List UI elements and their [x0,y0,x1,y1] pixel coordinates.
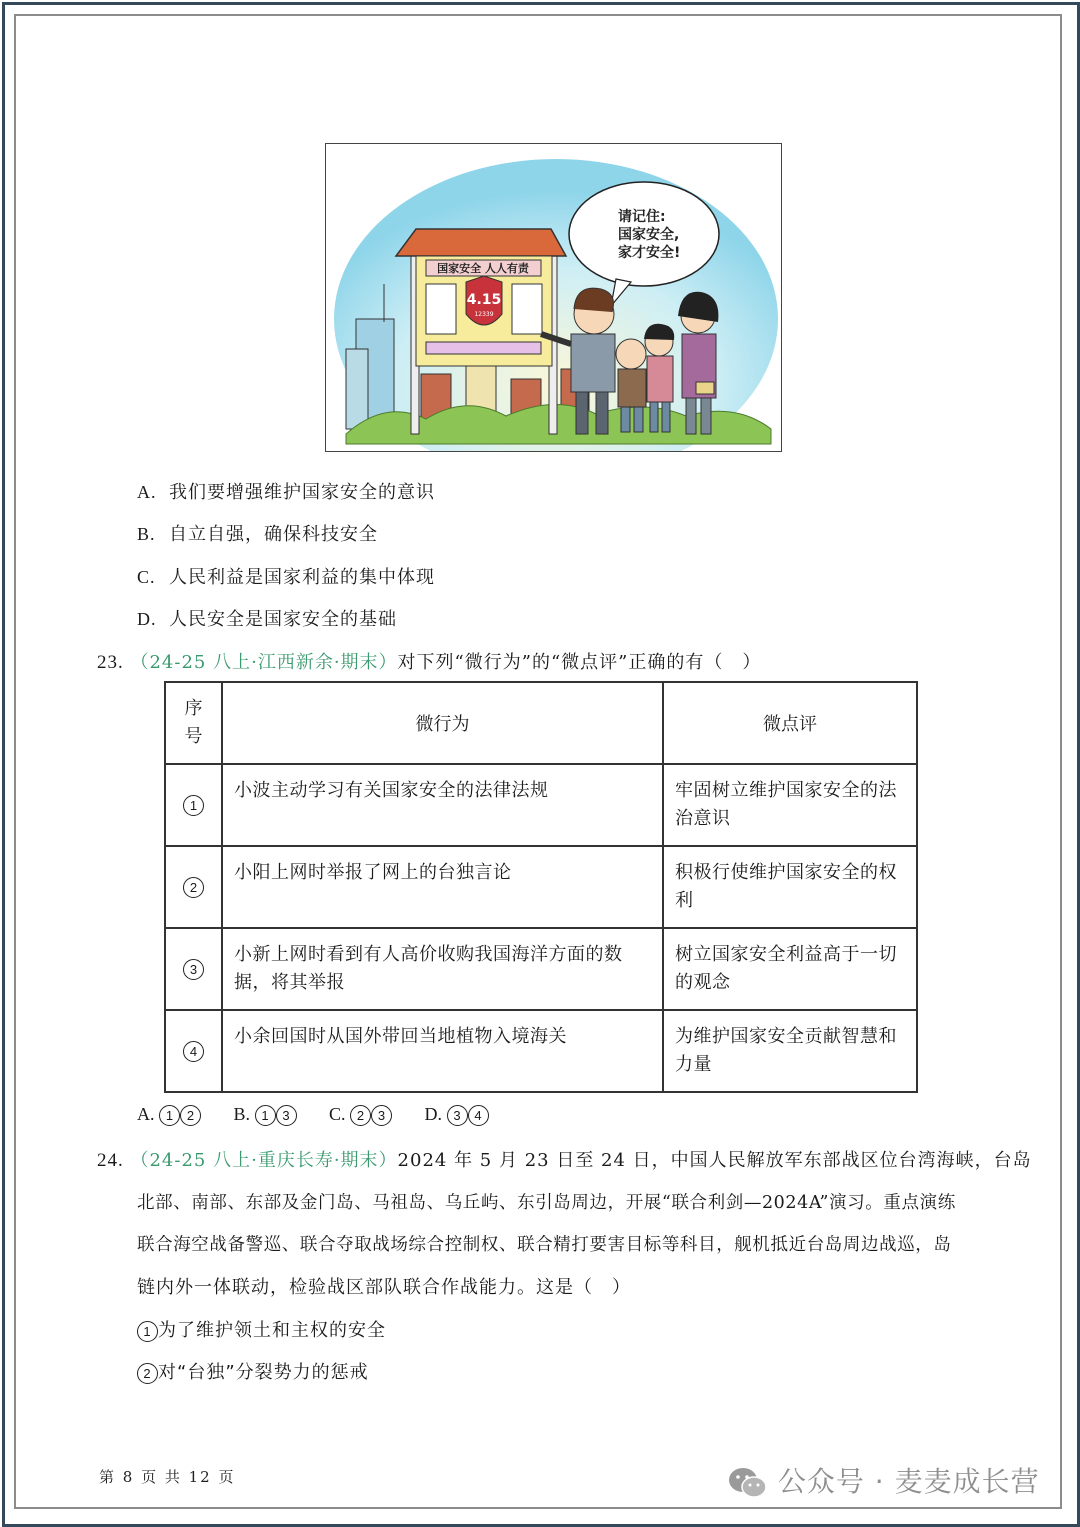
svg-text:国家安全,: 国家安全, [618,227,680,243]
answer-label: A. [137,1104,155,1124]
table-row [165,764,917,846]
q22-option-c [137,563,435,589]
behavior-text: 小余回国时从国外带回当地植物入境海关 [234,1026,567,1047]
comment-text: 牢固树立维护国家安全的法治意识 [675,780,897,829]
comment-text: 为维护国家安全贡献智慧和力量 [675,1026,897,1075]
svg-text:国家安全 人人有责: 国家安全 人人有责 [437,262,529,275]
option-label: D. [137,609,157,629]
behavior-text: 小波主动学习有关国家安全的法律法规 [234,780,549,801]
q23-table [164,681,918,1093]
answer-option-a [137,1104,201,1126]
row-seq [165,928,222,1010]
circled-number: 3 [183,959,204,980]
question-text: 对下列“微行为”的“微点评”正确的有（ ） [397,652,762,673]
comment-text: 积极行使维护国家安全的权利 [675,862,897,911]
header-behavior: 微行为 [222,682,663,764]
row-behavior [222,846,663,928]
circled-number: 2 [180,1105,201,1126]
item-text: 对“台独”分裂势力的惩戒 [158,1362,369,1383]
option-text: 我们要增强维护国家安全的意识 [169,482,435,503]
q23-answer-options [137,1104,517,1126]
watermark-text: 公众号 · 麦麦成长营 [777,1465,1040,1498]
row-comment [663,846,917,928]
q24-stem-line-3: 联合海空战备警巡、联合夺取战场综合控制权、联合精打要害目标等科目，舰机抵近台岛周边战巡，岛 [137,1235,952,1255]
answer-label: C. [329,1104,346,1124]
comment-text: 树立国家安全利益高于一切的观念 [675,944,897,993]
q22-option-d [137,605,397,631]
table-row [165,846,917,928]
answer-option-b [234,1104,297,1126]
circled-number: 4 [183,1041,204,1062]
circled-number: 1 [183,795,204,816]
option-text: 自立自强，确保科技安全 [169,524,378,545]
circled-number: 4 [468,1105,489,1126]
option-label: C. [137,567,156,587]
svg-text:家才安全!: 家才安全! [618,245,681,261]
answer-option-c [329,1104,392,1126]
behavior-text: 小阳上网时举报了网上的台独言论 [234,862,512,883]
row-seq [165,764,222,846]
q24-stem-line-1 [97,1146,1032,1172]
answer-option-d [425,1104,489,1126]
circled-number: 2 [137,1363,158,1384]
question-text: 2024 年 5 月 23 日至 24 日，中国人民解放军东部战区位台湾海峡，台岛 [397,1150,1032,1171]
q23-stem [97,648,761,674]
circled-number: 1 [255,1105,276,1126]
row-behavior [222,928,663,1010]
option-text: 人民利益是国家利益的集中体现 [169,567,435,588]
row-seq [165,846,222,928]
header-seq [165,682,222,764]
q24-stem-line-2: 北部、南部、东部及金门岛、马祖岛、乌丘屿、东引岛周边，开展“联合利剑—2024A”演习。重点演练 [137,1193,956,1213]
q24-stem-line-4: 链内外一体联动，检验战区部队联合作战能力。这是（ ） [137,1277,631,1298]
svg-text:4.15: 4.15 [466,292,502,308]
answer-label: D. [424,1104,443,1124]
question-source: （24-25 八上·江西新余·期末） [130,652,398,673]
item-text: 为了维护领土和主权的安全 [158,1320,386,1341]
q22-option-a [137,478,435,504]
circled-number: 1 [137,1321,158,1342]
header-comment: 微点评 [663,682,917,764]
cartoon-illustration-icon [326,144,782,452]
circled-number: 3 [276,1105,297,1126]
option-label: A. [137,482,157,502]
table-header-row [165,682,917,764]
national-security-cartoon [325,143,782,452]
q24-item-2 [137,1358,369,1384]
svg-text:请记住:: 请记住: [618,209,666,225]
circled-number: 2 [183,877,204,898]
wechat-icon [728,1466,768,1500]
question-number: 23. [97,652,124,673]
svg-text:12339: 12339 [474,311,494,318]
row-comment [663,928,917,1010]
header-seq-char: 序 [184,698,203,719]
table-row [165,1010,917,1092]
row-comment [663,764,917,846]
page-number: 第 8 页 共 12 页 [99,1468,236,1486]
q22-option-b [137,520,378,546]
watermark [728,1460,1040,1500]
q24-item-1 [137,1316,386,1342]
row-behavior [222,764,663,846]
circled-number: 2 [350,1105,371,1126]
header-seq-char: 号 [184,726,203,747]
question-number: 24. [97,1150,124,1171]
answer-label: B. [233,1104,251,1124]
question-source: （24-25 八上·重庆长寿·期末） [130,1150,398,1171]
circled-number: 3 [371,1105,392,1126]
row-seq [165,1010,222,1092]
row-comment [663,1010,917,1092]
behavior-text: 小新上网时看到有人高价收购我国海洋方面的数据，将其举报 [234,944,623,993]
option-text: 人民安全是国家安全的基础 [169,609,397,630]
row-behavior [222,1010,663,1092]
circled-number: 3 [447,1105,468,1126]
circled-number: 1 [159,1105,180,1126]
table-row [165,928,917,1010]
option-label: B. [137,524,156,544]
